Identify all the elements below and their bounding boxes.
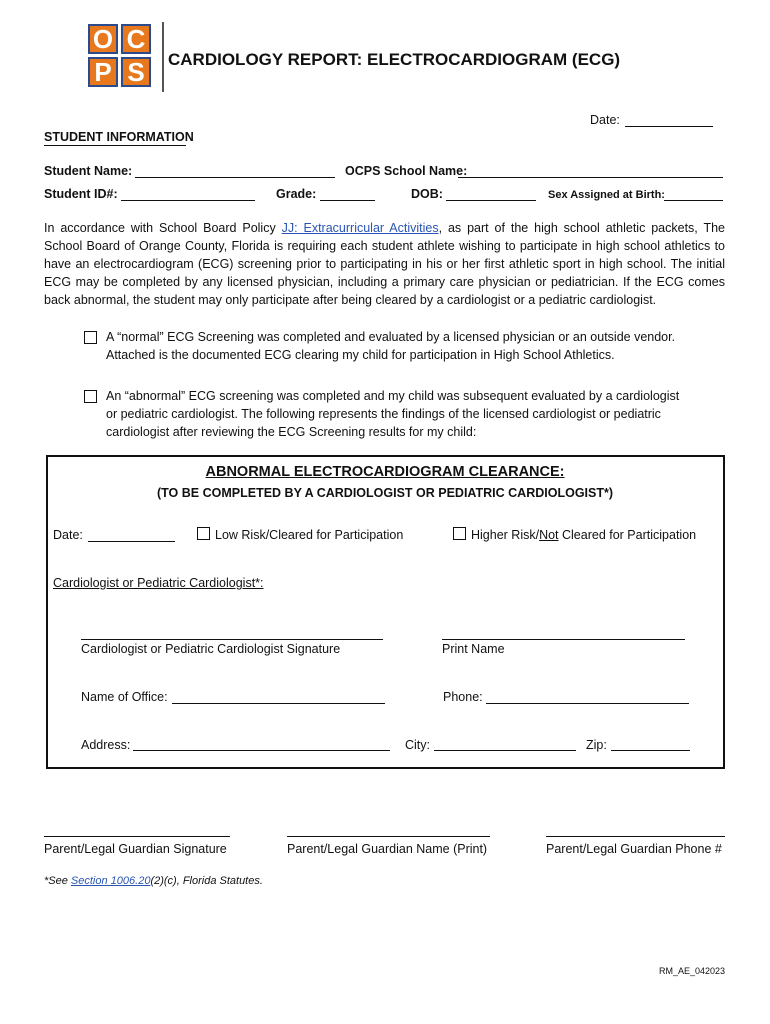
sex-field[interactable] <box>664 200 723 201</box>
policy-link[interactable]: JJ: Extracurricular Activities <box>281 221 439 235</box>
guardian-signature-label: Parent/Legal Guardian Signature <box>44 842 227 856</box>
abnormal-ecg-line1: An “abnormal” ECG screening was completed and my child was subsequent evaluated by a cardiologist <box>106 389 680 403</box>
office-field[interactable] <box>172 703 385 704</box>
phone-field[interactable] <box>486 703 689 704</box>
statute-link[interactable]: Section 1006.20 <box>70 875 151 887</box>
logo-letter-o: O <box>88 24 118 54</box>
student-info-heading-underline <box>44 145 186 146</box>
clearance-title: ABNORMAL ELECTROCARDIOGRAM CLEARANCE: <box>205 464 565 480</box>
dob-label: DOB: <box>411 187 443 201</box>
zip-field[interactable] <box>611 750 690 751</box>
print-name-field[interactable] <box>442 639 685 640</box>
higher-risk-prefix: Higher Risk/ <box>471 528 540 542</box>
normal-ecg-checkbox[interactable] <box>84 331 97 344</box>
guardian-name-field[interactable] <box>287 836 490 837</box>
date-label: Date: <box>590 113 620 127</box>
grade-field[interactable] <box>320 200 375 201</box>
intro-text-after: , as part of the high school athletic packets, The School Board of Orange County, Florida is requiring each student athlete wishing to participate in high school athletics to have an electrocardiogram (ECG) screening prior to participating in his or her first athletic sport in high school. The initial ECG may be completed by any licensed physician, including a primary care physician or pediatrician. If the ECG comes back abnormal, the student may only participate after being cleared by a cardiologist or a pediatric cardiologist. <box>44 221 725 307</box>
print-name-label: Print Name <box>442 642 505 656</box>
school-name-label: OCPS School Name: <box>345 164 468 178</box>
student-name-field[interactable] <box>135 177 335 178</box>
guardian-phone-label: Parent/Legal Guardian Phone # <box>546 842 722 856</box>
intro-text-before: In accordance with School Board Policy <box>44 221 282 235</box>
cardiologist-signature-label: Cardiologist or Pediatric Cardiologist Signature <box>81 642 341 656</box>
higher-risk-label <box>471 528 696 542</box>
guardian-signature-field[interactable] <box>44 836 230 837</box>
higher-risk-suffix: Cleared for Participation <box>558 528 697 542</box>
footnote-prefix: *See <box>44 875 71 887</box>
header-divider <box>162 22 164 92</box>
phone-label: Phone: <box>443 690 483 704</box>
cardiologist-signature-field[interactable] <box>81 639 383 640</box>
page-title: CARDIOLOGY REPORT: ELECTROCARDIOGRAM (ECG) <box>168 50 621 69</box>
sex-label: Sex Assigned at Birth: <box>548 189 665 201</box>
student-id-field[interactable] <box>121 200 255 201</box>
address-label: Address: <box>81 738 131 752</box>
logo-letter-c: C <box>121 24 151 54</box>
normal-ecg-line2: Attached is the documented ECG clearing my child for participation in High School Athletics. <box>106 348 615 362</box>
abnormal-ecg-line2: or pediatric cardiologist. The following represents the findings of the licensed cardiologist or pediatric <box>106 407 661 421</box>
address-field[interactable] <box>133 750 390 751</box>
dob-field[interactable] <box>446 200 536 201</box>
low-risk-checkbox[interactable] <box>197 527 210 540</box>
low-risk-label: Low Risk/Cleared for Participation <box>215 528 404 542</box>
normal-ecg-line1: A “normal” ECG Screening was completed and evaluated by a licensed physician or an outside vendor. <box>106 330 676 344</box>
city-field[interactable] <box>434 750 576 751</box>
cardiologist-label: Cardiologist or Pediatric Cardiologist*: <box>53 576 264 590</box>
school-name-field[interactable] <box>458 177 723 178</box>
city-label: City: <box>405 738 430 752</box>
guardian-phone-field[interactable] <box>546 836 725 837</box>
higher-risk-checkbox[interactable] <box>453 527 466 540</box>
student-id-label: Student ID#: <box>44 187 118 201</box>
footnote <box>44 875 263 887</box>
date-field[interactable] <box>625 126 713 127</box>
zip-label: Zip: <box>586 738 607 752</box>
footnote-suffix: (2)(c), Florida Statutes. <box>150 875 263 887</box>
form-code: RM_AE_042023 <box>658 966 725 976</box>
abnormal-ecg-line3: cardiologist after reviewing the ECG Screening results for my child: <box>106 425 477 439</box>
abnormal-ecg-checkbox[interactable] <box>84 390 97 403</box>
guardian-name-label: Parent/Legal Guardian Name (Print) <box>287 842 488 856</box>
clearance-date-label: Date: <box>53 528 83 542</box>
student-info-heading: STUDENT INFORMATION <box>44 130 194 144</box>
logo-letter-p: P <box>88 57 118 87</box>
ocps-logo <box>88 24 154 90</box>
higher-risk-not: Not <box>539 528 559 542</box>
office-label: Name of Office: <box>81 690 168 704</box>
logo-letter-s: S <box>121 57 151 87</box>
intro-paragraph <box>44 219 725 309</box>
clearance-date-field[interactable] <box>88 541 175 542</box>
student-name-label: Student Name: <box>44 164 133 178</box>
grade-label: Grade: <box>276 187 317 201</box>
clearance-subtitle: (TO BE COMPLETED BY A CARDIOLOGIST OR PEDIATRIC CARDIOLOGIST*) <box>156 486 614 500</box>
clearance-box <box>46 455 725 769</box>
